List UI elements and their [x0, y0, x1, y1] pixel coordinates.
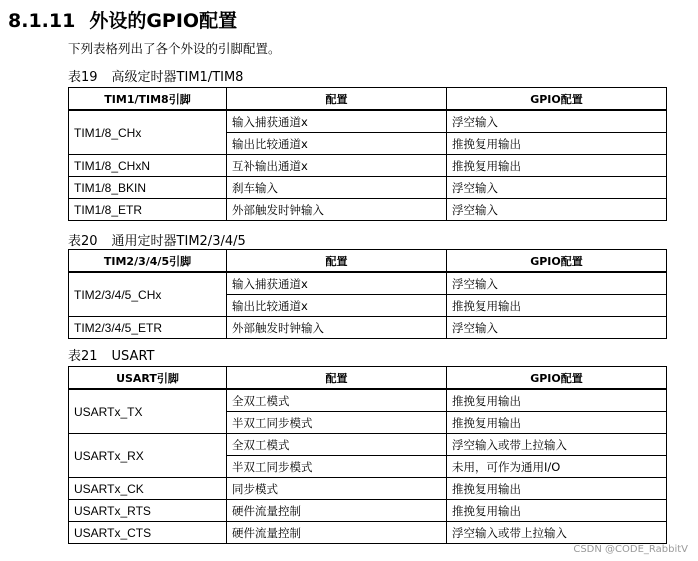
config-cell: 刹车输入: [227, 177, 447, 199]
gpio-cell: 推挽复用输出: [447, 133, 667, 155]
config-cell: 输入捕获通道x: [227, 110, 447, 133]
table-header-row: [69, 88, 667, 111]
config-cell: 外部触发时钟输入: [227, 317, 447, 339]
gpio-cell: 未用，可作为通用I/O: [447, 456, 667, 478]
pin-cell: TIM2/3/4/5_ETR: [69, 317, 227, 339]
header-gpio: GPIO配置: [447, 250, 667, 273]
header-config: 配置: [227, 88, 447, 111]
header-config: 配置: [227, 250, 447, 273]
gpio-cell: 推挽复用输出: [447, 155, 667, 177]
pin-cell: USARTx_CTS: [69, 522, 227, 544]
header-gpio: GPIO配置: [447, 367, 667, 390]
gpio-cell: 推挽复用输出: [447, 295, 667, 317]
pin-cell: USARTx_RTS: [69, 500, 227, 522]
gpio-cell: 浮空输入: [447, 199, 667, 221]
gpio-cell: 浮空输入或带上拉输入: [447, 434, 667, 456]
gpio-cell: 浮空输入: [447, 110, 667, 133]
table-header-row: [69, 250, 667, 273]
config-cell: 半双工同步模式: [227, 412, 447, 434]
header-pin: TIM2/3/4/5引脚: [69, 250, 227, 273]
table-row: [69, 317, 667, 339]
header-pin: USART引脚: [69, 367, 227, 390]
table20-caption: [68, 230, 246, 249]
gpio-cell: 浮空输入: [447, 317, 667, 339]
pin-cell: TIM2/3/4/5_CHx: [69, 272, 227, 317]
pin-cell: USARTx_TX: [69, 389, 227, 434]
table-row: [69, 478, 667, 500]
pin-cell: TIM1/8_CHx: [69, 110, 227, 155]
config-cell: 同步模式: [227, 478, 447, 500]
table-row: [69, 110, 667, 133]
pin-cell: TIM1/8_BKIN: [69, 177, 227, 199]
config-cell: 外部触发时钟输入: [227, 199, 447, 221]
config-cell: 互补输出通道x: [227, 155, 447, 177]
config-cell: 输出比较通道x: [227, 295, 447, 317]
pin-cell: TIM1/8_ETR: [69, 199, 227, 221]
table-row: [69, 272, 667, 295]
table19-title: 高级定时器TIM1/TIM8: [111, 70, 244, 85]
table-row: [69, 522, 667, 544]
table-row: [69, 389, 667, 412]
header-pin: TIM1/TIM8引脚: [69, 88, 227, 111]
table-header-row: [69, 367, 667, 390]
table-row: [69, 434, 667, 456]
gpio-cell: 推挽复用输出: [447, 412, 667, 434]
table-row: [69, 199, 667, 221]
config-cell: 全双工模式: [227, 389, 447, 412]
table21-usart: [68, 366, 667, 544]
table20-tim2-5: [68, 249, 667, 339]
table21-caption: [68, 345, 154, 364]
config-cell: 半双工同步模式: [227, 456, 447, 478]
table-row: [69, 155, 667, 177]
gpio-cell: 浮空输入: [447, 272, 667, 295]
gpio-cell: 推挽复用输出: [447, 478, 667, 500]
config-cell: 硬件流量控制: [227, 522, 447, 544]
watermark: CSDN @CODE_RabbitV: [573, 544, 688, 555]
gpio-cell: 浮空输入或带上拉输入: [447, 522, 667, 544]
config-cell: 输出比较通道x: [227, 133, 447, 155]
pin-cell: USARTx_RX: [69, 434, 227, 478]
config-cell: 全双工模式: [227, 434, 447, 456]
section-number: 8.1.11: [8, 10, 76, 32]
section-heading: [8, 6, 237, 33]
table20-title: 通用定时器TIM2/3/4/5: [111, 234, 246, 249]
table-row: [69, 177, 667, 199]
table19-label: 表19: [68, 70, 98, 85]
table-row: [69, 500, 667, 522]
table21-title: USART: [111, 349, 155, 364]
table21-label: 表21: [68, 349, 98, 364]
table20-label: 表20: [68, 234, 98, 249]
config-cell: 输入捕获通道x: [227, 272, 447, 295]
pin-cell: TIM1/8_CHxN: [69, 155, 227, 177]
gpio-cell: 推挽复用输出: [447, 389, 667, 412]
section-title: 外设的GPIO配置: [89, 10, 238, 32]
config-cell: 硬件流量控制: [227, 500, 447, 522]
header-config: 配置: [227, 367, 447, 390]
pin-cell: USARTx_CK: [69, 478, 227, 500]
gpio-cell: 推挽复用输出: [447, 500, 667, 522]
gpio-cell: 浮空输入: [447, 177, 667, 199]
table19-tim1-tim8: [68, 87, 667, 221]
intro-text: 下列表格列出了各个外设的引脚配置。: [68, 41, 281, 56]
header-gpio: GPIO配置: [447, 88, 667, 111]
table19-caption: [68, 66, 243, 85]
